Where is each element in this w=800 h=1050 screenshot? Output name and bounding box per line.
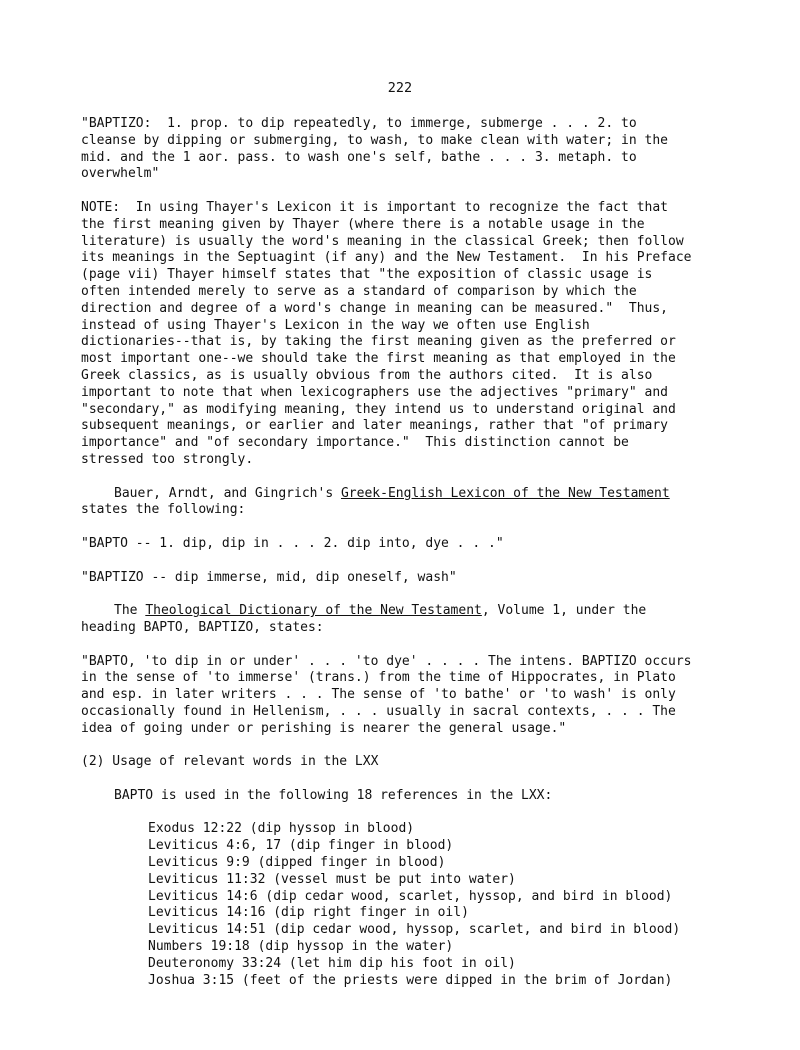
bauer-prefix: Bauer, Arndt, and Gingrich's [114,485,341,501]
text-line: "BAPTO, 'to dip in or under' . . . 'to dye' . . . . The intens. BAPTIZO occurs [81,653,692,669]
list-item: Numbers 19:18 (dip hyssop in the water) [148,939,454,955]
list-item: Leviticus 14:16 (dip right finger in oil) [148,905,469,921]
text-line: occasionally found in Hellenism, . . . usually in sacral contexts, . . . The [81,703,676,719]
text-line: (2) Usage of relevant words in the LXX [81,754,379,770]
thayer-quote [81,116,741,183]
text-line: the first meaning given by Thayer (where there is a notable usage in the [81,216,645,232]
page-body [81,116,741,989]
bauer-intro [81,486,741,520]
text-line: mid. and the 1 aor. pass. to wash one's self, bathe . . . 3. metaph. to [81,149,637,165]
tdnt-title: Theological Dictionary of the New Testament [145,603,482,619]
reference-list [81,821,741,989]
page-number: 222 [387,80,413,96]
text-line: BAPTO is used in the following 18 references in the LXX: [114,787,553,803]
text-line: "BAPTIZO -- dip immerse, mid, dip oneself, wash" [81,569,457,585]
text-line: "BAPTIZO: 1. prop. to dip repeatedly, to immerge, submerge . . . 2. to [81,116,637,131]
text-line: Greek classics, as is usually obvious from the authors cited. It is also [81,367,653,383]
text-line [81,603,741,620]
text-line: literature) is usually the word's meaning in the classical Greek; then follow [81,233,684,249]
text-line: subsequent meanings, or earlier and later meanings, rather that "of primary [81,418,668,434]
text-line: instead of using Thayer's Lexicon in the way we often use English [81,317,590,333]
text-line: its meanings in the Septuagint (if any) and the New Testament. In his Preface [81,250,692,266]
list-item: Leviticus 11:32 (vessel must be put into water) [148,871,516,887]
tdnt-suffix: , Volume 1, under the [481,603,647,619]
bauer-lexicon-title: Greek-English Lexicon of the New Testament [340,485,670,501]
text-line: "BAPTO -- 1. dip, dip in . . . 2. dip into, dye . . ." [81,535,504,551]
note-paragraph [81,200,741,469]
text-line: (page vii) Thayer himself states that "the exposition of classic usage is [81,267,653,283]
text-line: idea of going under or perishing is nearer the general usage." [81,720,567,736]
list-item: Joshua 3:15 (feet of the priests were dipped in the brim of Jordan) [148,972,673,988]
text-line: important to note that when lexicographers use the adjectives "primary" and [81,384,668,400]
text-line: heading BAPTO, BAPTIZO, states: [81,619,324,635]
text-line [81,486,741,503]
list-item: Leviticus 14:51 (dip cedar wood, hyssop, scarlet, and bird in blood) [148,922,681,938]
text-line: cleanse by dipping or submerging, to wash, to make clean with water; in the [81,132,668,148]
text-line: dictionaries--that is, by taking the first meaning given as the preferred or [81,334,676,350]
text-line: states the following: [81,502,246,518]
text-line: NOTE: In using Thayer's Lexicon it is important to recognize the fact that [81,199,668,215]
tdnt-intro [81,603,741,637]
text-line: direction and degree of a word's change in meaning can be measured." Thus, [81,300,668,316]
text-line: stressed too strongly. [81,451,254,467]
list-item: Leviticus 14:6 (dip cedar wood, scarlet, hyssop, and bird in blood) [148,888,673,904]
tdnt-quote [81,654,741,738]
bapto-definition [81,536,741,553]
baptizo-definition [81,570,741,587]
list-item: Leviticus 9:9 (dipped finger in blood) [148,855,446,871]
text-line: often intended merely to serve as a standard of comparison by which the [81,283,637,299]
text-line: "secondary," as modifying meaning, they intend us to understand original and [81,401,676,417]
text-line: importance" and "of secondary importance." This distinction cannot be [81,435,629,451]
text-line: most important one--we should take the first meaning as that employed in the [81,351,676,367]
text-line: in the sense of 'to immerse' (trans.) from the time of Hippocrates, in Plato [81,670,676,686]
text-line: and esp. in later writers . . . The sense of 'to bathe' or 'to wash' is only [81,687,676,703]
text-line: overwhelm" [81,166,160,182]
list-item: Leviticus 4:6, 17 (dip finger in blood) [148,838,454,854]
list-item: Deuteronomy 33:24 (let him dip his foot in oil) [148,955,516,971]
tdnt-prefix: The [114,603,146,619]
list-item: Exodus 12:22 (dip hyssop in blood) [148,821,415,837]
bapto-usage-intro [81,788,741,805]
section-heading [81,754,741,771]
